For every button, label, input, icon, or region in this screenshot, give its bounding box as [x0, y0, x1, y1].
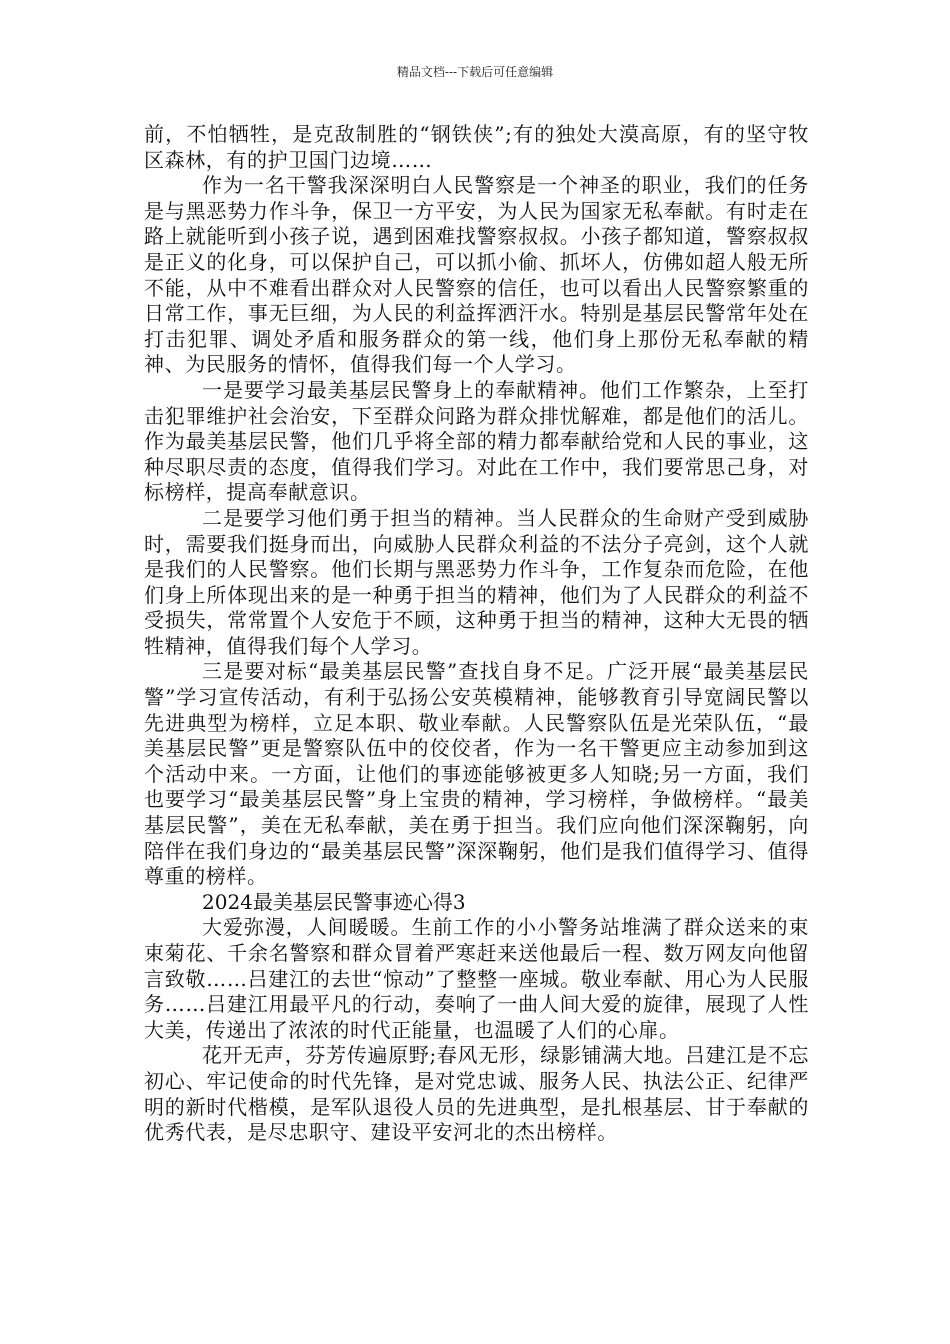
- paragraph-intro: 作为一名干警我深深明白人民警察是一个神圣的职业，我们的任务是与黑恶势力作斗争，保卫一方平安，为人民为国家无私奉献。有时走在路上就能听到小孩子说，遇到困难找警察叔叔。小孩子都知道，警察叔叔是正义的化身，可以保护自己，可以抓小偷、抓坏人，仿佛如超人般无所不能，从中不难看出群众对人民警察的信任，也可以看出人民警察繁重的日常工作，事无巨细，为人民的利益挥洒汗水。特别是基层民警常年处在打击犯罪、调处矛盾和服务群众的第一线，他们身上那份无私奉献的精神、为民服务的情怀，值得我们每一个人学习。: [144, 173, 809, 377]
- paragraph-point-two: 二是要学习他们勇于担当的精神。当人民群众的生命财产受到威胁时，需要我们挺身而出，向威胁人民群众利益的不法分子亮剑，这个人就是我们的人民警察。他们长期与黑恶势力作斗争，工作复杂而危险，在他们身上所体现出来的是一种勇于担当的精神，他们为了人民群众的利益不受损失，常常置个人安危于不顾，这种勇于担当的精神，这种大无畏的牺牲精神，值得我们每个人学习。: [144, 505, 809, 658]
- paragraph-continuation: 前，不怕牺牲，是克敌制胜的“钢铁侠”;有的独处大漠高原，有的坚守牧区森林，有的护卫国门边境……: [144, 122, 809, 172]
- paragraph-story-two: 花开无声，芬芳传遍原野;春风无形，绿影铺满大地。吕建江是不忘初心、牢记使命的时代先锋，是对党忠诚、服务人民、执法公正、纪律严明的新时代楷模，是军队退役人员的先进典型，是扎根基层、甘于奉献的优秀代表，是尽忠职守、建设平安河北的杰出榜样。: [144, 1043, 809, 1145]
- paragraph-story-one: 大爱弥漫，人间暖暖。生前工作的小小警务站堆满了群众送来的束束菊花、千余名警察和群众冒着严寒赶来送他最后一程、数万网友向他留言致敬……吕建江的去世“惊动”了整整一座城。敬业奉献、用心为人民服务……吕建江用最平凡的行动，奏响了一曲人间大爱的旋律，展现了人性大美，传递出了浓浓的时代正能量，也温暖了人们的心扉。: [144, 915, 809, 1042]
- paragraph-point-three: 三是要对标“最美基层民警”查找自身不足。广泛开展“最美基层民警”学习宣传活动，有利于弘扬公安英模精神，能够教育引导宽阔民警以先进典型为榜样，立足本职、敬业奉献。人民警察队伍是光荣队伍，“最美基层民警”更是警察队伍中的佼佼者，作为一名干警更应主动参加到这个活动中来。一方面，让他们的事迹能够被更多人知晓;另一方面，我们也要学习“最美基层民警”身上宝贵的精神，学习榜样，争做榜样。“最美基层民警”，美在无私奉献，美在勇于担当。我们应向他们深深鞠躬，向陪伴在我们身边的“最美基层民警”深深鞠躬，他们是我们值得学习、值得尊重的榜样。: [144, 659, 809, 889]
- paragraph-point-one: 一是要学习最美基层民警身上的奉献精神。他们工作繁杂，上至打击犯罪维护社会治安，下至群众问路为群众排忧解难，都是他们的活儿。作为最美基层民警，他们几乎将全部的精力都奉献给党和人民的事业，这种尽职尽责的态度，值得我们学习。对此在工作中，我们要常思己身，对标榜样，提高奉献意识。: [144, 377, 809, 505]
- section-heading: 2024最美基层民警事迹心得3: [202, 889, 466, 914]
- page-header: 精品文档---下载后可任意编辑: [396, 65, 554, 79]
- document-body: [144, 122, 809, 1146]
